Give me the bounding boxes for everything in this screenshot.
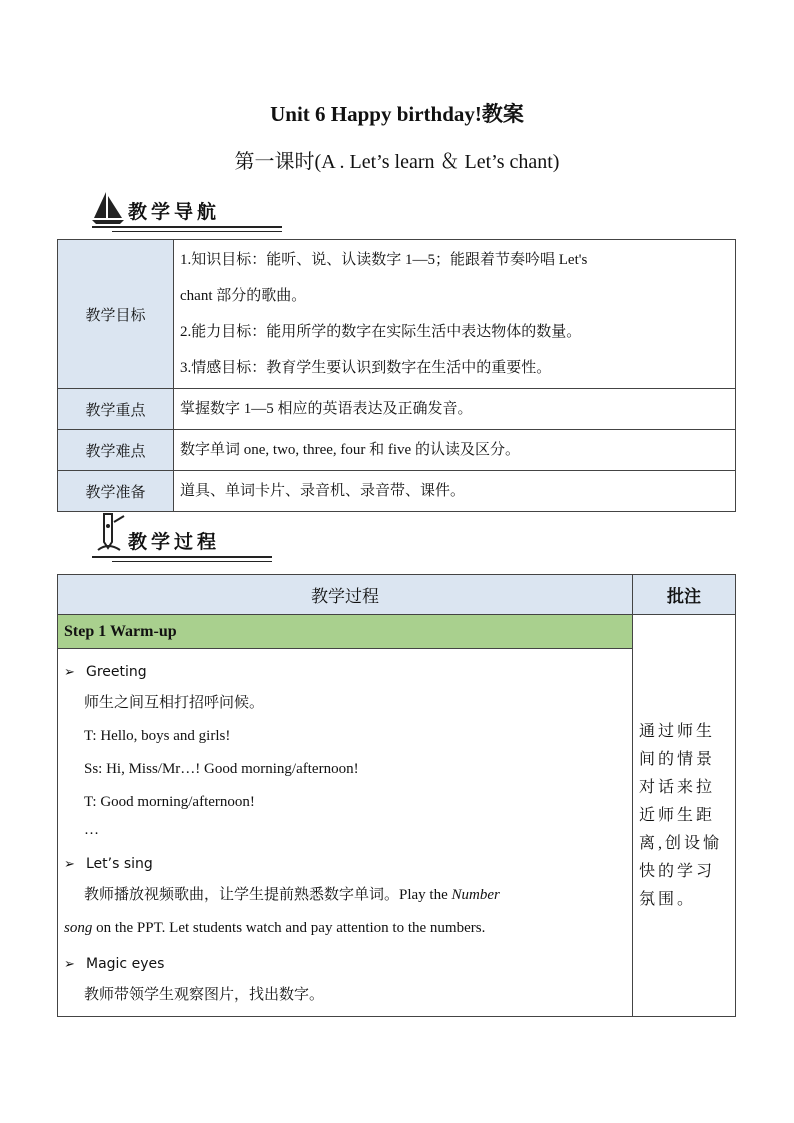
body-text-italic: Number [451, 887, 500, 903]
bullet-magic-eyes [64, 949, 626, 979]
arrow-bullet-icon: ➢ [64, 957, 75, 972]
body-text-italic: song [64, 920, 93, 936]
teaching-nav-banner-text: 教学导航 [128, 201, 221, 223]
step-heading: Step 1 Warm-up [58, 615, 633, 649]
row-label: 教学难点 [58, 430, 174, 471]
body-line: T: Good morning/afternoon! [84, 794, 255, 810]
note-line: 对话来拉 [639, 778, 716, 796]
row-label: 教学目标 [58, 240, 174, 389]
teaching-nav-banner [92, 188, 282, 228]
row-label: 教学准备 [58, 471, 174, 512]
note-line: 通过师生 [639, 722, 716, 740]
note-line: 间的情景 [639, 750, 716, 768]
body-line [64, 912, 626, 945]
body-line [84, 879, 626, 912]
body-line: 师生之间互相打招呼问候。 [84, 695, 265, 711]
body-line: 教师带领学生观察图片，找出数字。 [84, 987, 325, 1003]
bullet-lets-sing [64, 849, 626, 879]
body-line: Ss: Hi, Miss/Mr…! Good morning/afternoon! [84, 761, 359, 777]
note-line: 近师生距 [639, 806, 716, 824]
table-row [58, 471, 736, 512]
content-line: 道具、单词卡片、录音机、录音带、课件。 [180, 483, 466, 499]
row-content [174, 240, 736, 389]
body-text: on the PPT. Let students watch and pay attention to the numbers. [92, 920, 486, 936]
body-line: T: Hello, boys and girls! [84, 728, 231, 744]
banner-underline [92, 556, 272, 558]
pencil-character-icon [94, 512, 128, 556]
content-line: 1.知识目标：能听、说、认读数字 1—5；能跟着节奏吟唱 Let's [180, 252, 588, 268]
table-row [58, 430, 736, 471]
arrow-bullet-icon: ➢ [64, 857, 75, 872]
banner-underline [92, 226, 282, 228]
banner-underline-thin [112, 561, 272, 562]
bullet-greeting [64, 657, 626, 687]
body-text: 教师播放视频歌曲，让学生提前熟悉数字单词。Play the [84, 887, 452, 903]
content-line: 3.情感目标：教育学生要认识到数字在生活中的重要性。 [180, 360, 552, 376]
table-header-row [58, 575, 736, 615]
row-content [174, 430, 736, 471]
sailboat-icon [92, 188, 126, 226]
row-label: 教学重点 [58, 389, 174, 430]
column-header-note: 批注 [633, 575, 736, 615]
document-title: Unit 6 Happy birthday!教案 [270, 102, 524, 126]
table-row [58, 240, 736, 389]
teaching-nav-table [57, 239, 736, 512]
teaching-process-table [57, 574, 736, 1017]
table-row [58, 389, 736, 430]
banner-underline-thin [112, 231, 282, 232]
bullet-title: Greeting [86, 664, 147, 680]
body-line: … [84, 822, 99, 838]
content-line: 数字单词 one, two, three, four 和 five 的认读及区分。 [180, 442, 520, 458]
bullet-title: Magic eyes [86, 956, 165, 972]
note-line: 快的学习 [639, 862, 716, 880]
column-header-process: 教学过程 [58, 575, 633, 615]
row-content [174, 389, 736, 430]
content-line: 掌握数字 1—5 相应的英语表达及正确发音。 [180, 401, 473, 417]
content-line: 2.能力目标：能用所学的数字在实际生活中表达物体的数量。 [180, 324, 582, 340]
table-row [58, 615, 736, 649]
bullet-title: Let’s sing [86, 856, 153, 872]
content-line: chant 部分的歌曲。 [180, 288, 307, 304]
process-body [58, 649, 633, 1017]
arrow-bullet-icon: ➢ [64, 665, 75, 680]
note-cell [633, 615, 736, 1017]
note-line: 离,创设愉 [639, 834, 723, 852]
teaching-process-banner [92, 518, 272, 558]
document-subtitle: 第一课时(A . Let’s learn ＆ Let’s chant) [234, 151, 560, 173]
note-line: 氛围。 [639, 890, 697, 908]
row-content [174, 471, 736, 512]
teaching-process-banner-text: 教学过程 [128, 531, 221, 553]
